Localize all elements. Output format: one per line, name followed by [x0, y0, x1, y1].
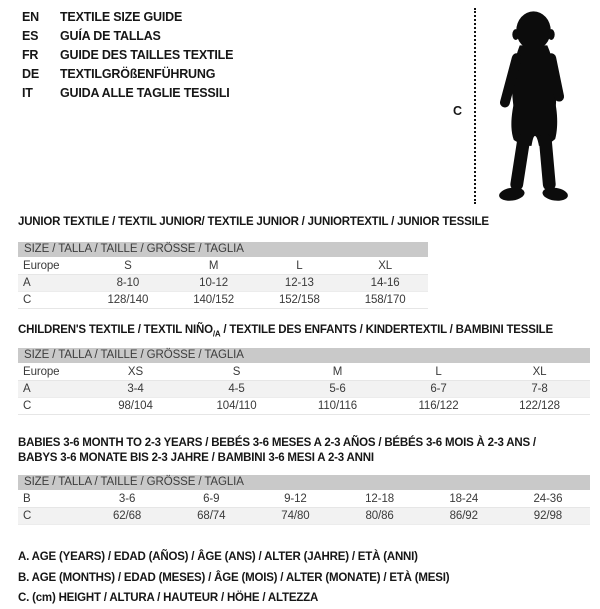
guide-title-en: TEXTILE SIZE GUIDE [60, 10, 183, 24]
age-cell: 9-12 [284, 493, 307, 506]
age-cell: 14-16 [370, 277, 400, 289]
guide-title-it: GUIDA ALLE TAGLIE TESSILI [60, 86, 230, 100]
height-cell: 152/158 [278, 294, 320, 306]
language-code: IT [22, 86, 33, 100]
age-cell: 3-4 [127, 383, 144, 396]
height-cell: 68/74 [197, 510, 226, 523]
children-title-sub: /A [212, 329, 221, 339]
height-cell: 62/68 [112, 510, 142, 523]
height-cell: 80/86 [365, 510, 394, 523]
language-list [22, 8, 233, 103]
height-cell: 110/116 [317, 400, 358, 413]
height-cell: 92/98 [533, 510, 563, 523]
note-height-cm: C. (cm) HEIGHT / ALTURA / HAUTEUR / HÖHE / ALTEZZA [18, 592, 319, 605]
row-label: Europe [23, 260, 60, 272]
height-cell: 104/110 [216, 400, 257, 413]
babies-table [18, 475, 590, 525]
guide-title-de: TEXTILGRÖßENFÜHRUNG [60, 67, 216, 81]
children-table [18, 348, 590, 415]
height-cell: 140/152 [193, 294, 235, 306]
table-row-age [18, 381, 590, 398]
guide-title-es: GUÍA DE TALLAS [60, 29, 161, 43]
table-row-age-months [18, 491, 590, 508]
guide-title-fr: GUIDE DES TAILLES TEXTILE [60, 48, 234, 62]
height-cell: 158/170 [364, 294, 406, 306]
baby-silhouette-icon [486, 4, 582, 211]
size-header-bar: SIZE / TALLA / TAILLE / GRÖSSE / TAGLIA [18, 348, 590, 363]
row-label: B [23, 493, 31, 506]
age-cell: 18-24 [449, 493, 479, 506]
children-title-post: / TEXTILE DES ENFANTS / KINDERTEXTIL / BAMBINI TESSILE [220, 324, 553, 336]
size-cell: XL [532, 366, 547, 379]
age-cell: 7-8 [531, 383, 548, 396]
note-age-months: B. AGE (MONTHS) / EDAD (MESES) / ÂGE (MOIS) / ALTER (MONATE) / ETÀ (MESI) [18, 571, 450, 584]
junior-table [18, 242, 428, 309]
row-label: C [23, 400, 32, 413]
babies-table-title-line2: BABYS 3-6 MONATE BIS 2-3 JAHRE / BAMBINI 3-6 MESI A 2-3 ANNI [18, 452, 374, 465]
language-row-de [22, 65, 233, 84]
size-cell: XL [378, 260, 393, 272]
age-cell: 8-10 [116, 277, 140, 289]
age-cell: 4-5 [228, 383, 245, 396]
junior-table-title: JUNIOR TEXTILE / TEXTIL JUNIOR/ TEXTILE JUNIOR / JUNIORTEXTIL / JUNIOR TESSILE [18, 216, 489, 228]
size-cell: M [332, 366, 343, 379]
height-cell: 86/92 [449, 510, 478, 523]
children-title-pre: CHILDREN'S TEXTILE / TEXTIL NIÑO [18, 324, 213, 336]
table-row-europe [18, 258, 428, 275]
babies-table-title-line1: BABIES 3-6 MONTH TO 2-3 YEARS / BEBÉS 3-6 MESES A 2-3 AÑOS / BÉBÉS 3-6 MOIS À 2-3 ANS / [18, 437, 536, 450]
row-label: A [23, 383, 31, 396]
language-row-fr [22, 46, 233, 65]
age-cell: 10-12 [199, 277, 229, 289]
size-cell: S [124, 260, 132, 272]
language-row-en [22, 8, 233, 27]
height-measure-dotted-line [474, 8, 476, 204]
row-label: A [23, 277, 31, 289]
table-row-height [18, 508, 590, 525]
row-label: C [23, 294, 32, 306]
height-cell: 116/122 [418, 400, 459, 413]
language-code: ES [22, 29, 39, 43]
header-area [0, 0, 600, 210]
row-label: Europe [23, 366, 60, 379]
table-row-height [18, 292, 428, 309]
height-cell: 128/140 [107, 294, 149, 306]
age-cell: 3-6 [118, 493, 136, 506]
size-cell: XS [127, 366, 144, 379]
children-table-title [18, 323, 600, 341]
height-measure-label: C [453, 104, 463, 118]
table-row-age [18, 275, 428, 292]
size-header-bar: SIZE / TALLA / TAILLE / GRÖSSE / TAGLIA [18, 242, 428, 257]
row-label: C [23, 510, 32, 523]
age-cell: 5-6 [329, 383, 346, 396]
size-cell: L [435, 366, 442, 379]
size-cell: L [296, 260, 303, 272]
age-cell: 12-18 [365, 493, 395, 506]
language-row-it [22, 84, 233, 103]
language-code: DE [22, 67, 39, 81]
language-code: FR [22, 48, 39, 62]
age-cell: 6-9 [203, 493, 220, 506]
table-row-europe [18, 364, 590, 381]
height-cell: 98/104 [118, 400, 153, 413]
language-code: EN [22, 10, 39, 24]
height-cell: 122/128 [519, 400, 560, 413]
age-cell: 12-13 [284, 277, 314, 289]
size-cell: S [232, 366, 241, 379]
size-cell: M [208, 260, 219, 272]
note-age-years: A. AGE (YEARS) / EDAD (AÑOS) / ÂGE (ANS) / ALTER (JAHRE) / ETÀ (ANNI) [18, 551, 418, 564]
age-cell: 24-36 [533, 493, 563, 506]
height-cell: 74/80 [281, 510, 310, 523]
table-row-height [18, 398, 590, 415]
language-row-es [22, 27, 233, 46]
age-cell: 6-7 [430, 383, 447, 396]
size-header-bar: SIZE / TALLA / TAILLE / GRÖSSE / TAGLIA [18, 475, 590, 490]
